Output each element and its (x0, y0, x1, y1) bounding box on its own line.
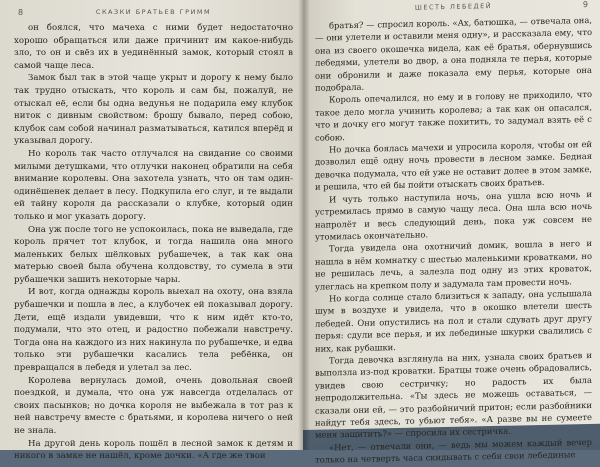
paragraph: Но дочка боялась мачехи и упросила короля, чтобы он ей дозволил ещё одну ночь провести в лесном замке. Бедная девочка подумала, что ей уже не оставит долее в этом замке, и решила, что ей бы пойти отыскать своих братьев. (315, 139, 592, 193)
paragraph: Король опечалился, но ему и в голову не приходило, что такое дело могла учинить королева; а так как он опасался, что и дочку его могут также похитить, то задумал взять её с собою. (315, 89, 592, 143)
running-head-left-title: СКАЗКИ БРАТЬЕВ ГРИММ (95, 8, 212, 16)
paragraph: И чуть только наступила ночь, она ушла всю ночь и устремилась прямо в самую чащу леса. Она шла всю ночь напролёт и весь следующий день, пока уж совсем не утомилась окончательно. (315, 188, 592, 242)
paragraph: он боялся, что мачеха с ними будет недостаточно хорошо обращаться или даже причинит им какое-нибудь зло, то он и свёз их в уединённый замок, который стоял в самой чаще леса. (14, 23, 293, 71)
left-page-text (14, 22, 293, 463)
right-page-text (315, 14, 592, 466)
paragraph: Она уж после того не успокоилась, пока не выведала, где король прячет тот клубок, и тогда нашила она много маленьких белых шёлковых рубашечек, а так как она матерью своей была обучена колдовству, то сумела в эти рубашечки зашить некоторые чары. (14, 224, 293, 285)
paragraph: Тогда увидела она охотничий домик, вошла в него и нашла в нём комнатку с шестью маленькими кроватками, но не решилась лечь, а залезла под одну из этих кроваток, улеглась на крепком полу и задумала там провести ночь. (315, 238, 592, 292)
book-gutter (298, 0, 310, 450)
running-head-left (14, 8, 293, 22)
left-page (0, 0, 303, 462)
paragraph: Но король так часто отлучался на свидание со своими милыми детушками, что отлучки наконец обратили на себя внимание королевы. Она захотела узнать, что он там один-одинёшенек делает в лесу. Подкупила его слуг, и те выдали ей тайну короля да рассказали о клубке, который один только и мог указать дорогу. (14, 148, 293, 222)
paragraph: И вот, когда однажды король выехал на охоту, она взяла рубашечки и пошла в лес, а клубочек ей показывал дорогу. Дети, ещё издали увидевши, что к ним идёт кто-то, подумали, что это отец, и радостно побежали навстречу. Тогда она на каждого из них накинула по рубашечке, и едва только эти рубашечки касались тела ребёнка, он превращался в лебедя и улетал за лес. (14, 287, 293, 374)
page-number-left: 8 (18, 8, 24, 17)
paragraph: братья? — спросил король. «Ах, батюшка, — отвечала она, — они улетели и оставили меня одну», и рассказала ему, что она из своего окошечка видела, как её братья, обернувшись лебедями, улетели во двор, а она подняла те перья, которые они обронили и даже показала ему перья, которые она подобрала. (315, 14, 592, 93)
paragraph: Тогда девочка взглянула на них, узнала своих братьев и выползла из-под кроватки. Братцы тоже очень обрадовались, увидев свою сестричку; но радость их была непродолжительна. «Ты здесь не можешь оставаться, — сказали они ей, — это разбойничий притон; если разбойники найдут тебя здесь, то убьют тебя». «А разве вы не сумеете меня защитить?» — спросила их сестричка. (315, 349, 592, 441)
right-page (303, 0, 600, 465)
page-number-right: 9 (582, 0, 588, 10)
paragraph: «Нет, — отвечали они, — ведь мы можем каждый вечер только на четверть часа скидывать с себя свои лебединые (315, 436, 592, 465)
running-head-right-title: ШЕСТЬ ЛЕБЕДЕЙ (414, 2, 493, 12)
paragraph: Королева вернулась домой, очень довольная своей поездкой, и думала, что она уж навсегда отделалась от своих пасынков; но дочка короля не выбежала в тот раз к ней навстречу вместе с братьями, и королева ничего о ней не знала. (14, 375, 293, 436)
paragraph: Замок был так в этой чаще укрыт и дорогу к нему было так трудно отыскать, что король и сам бы, пожалуй, не отыскал её, если бы одна ведунья не подарила ему клубок ниток с дивным свойством: брошу бывало, перед собою, клубок сам собой начинал разматываться, катился вперёд и указывал дорогу. (14, 73, 293, 147)
paragraph: На другой день король пошёл в лесной замок к детям и никого в замке не нашёл, кроме дочки. «А где же твои (14, 438, 293, 462)
paragraph: Но когда солнце стало близиться к западу, она услышала шум в воздухе и увидела, что в окошко влетели шесть лебедей. Они опустились на пол и стали сдувать друг другу перья: сдули все перья, и их лебединые шкурки свалились с них, как рубашки. (315, 287, 592, 354)
